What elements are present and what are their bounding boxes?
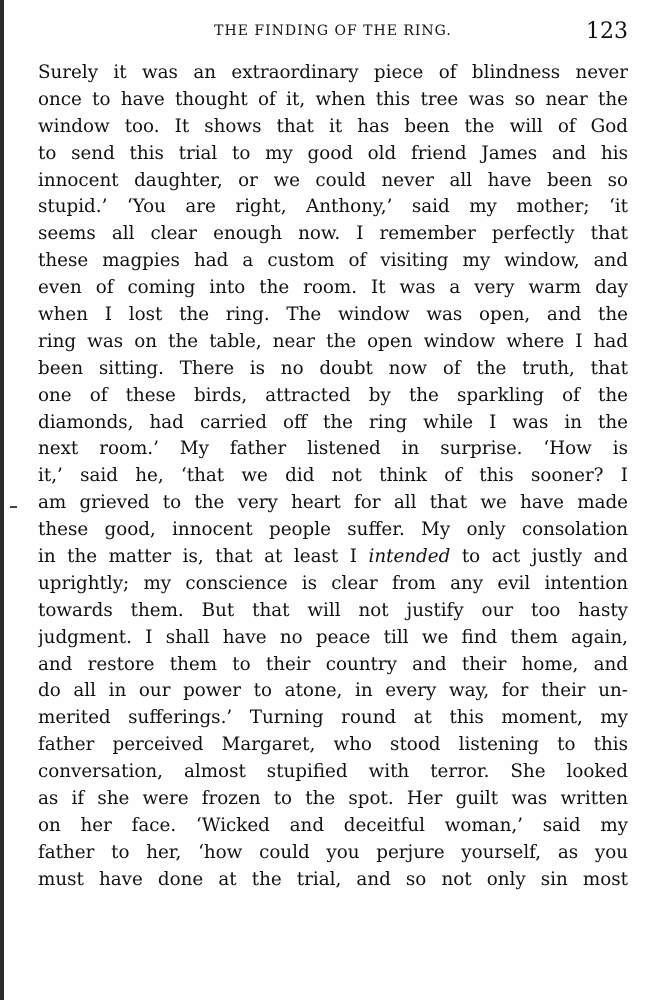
text-segment: when I lost the ring. The window was open, and the (38, 304, 628, 326)
text-segment: Surely it was an extraordinary piece of blindness never (38, 62, 628, 83)
text-line (38, 221, 628, 248)
text-line (38, 302, 628, 329)
text-line (38, 652, 628, 679)
text-segment: do all in our power to atone, in every way, for their un- (38, 680, 628, 702)
text-segment: must have done at the trial, and so not only sin most (38, 868, 628, 890)
page-header (38, 19, 628, 47)
text-line (38, 275, 628, 302)
text-line (38, 490, 628, 517)
text-segment: stupid.’ ‘You are right, Anthony,’ said my mother; ‘it (38, 196, 628, 218)
text-line (38, 571, 628, 598)
text-segment: next room.’ My father listened in surprise. ‘How is (38, 438, 628, 460)
text-segment: father to her, ‘how could you perjure yourself, as you (38, 841, 628, 863)
text-segment: conversation, almost stupified with terror. She looked (38, 761, 628, 783)
text-line (38, 463, 628, 490)
text-segment: on her face. ‘Wicked and deceitful woman,’ said my (38, 814, 628, 836)
text-segment: diamonds, had carried off the ring while I was in the (38, 411, 628, 433)
text-line (38, 356, 628, 383)
margin-mark (10, 506, 17, 508)
text-line (38, 705, 628, 732)
text-segment: uprightly; my conscience is clear from any evil intention (38, 572, 628, 594)
text-line (38, 410, 628, 437)
text-segment: and restore them to their country and their home, and (38, 653, 628, 675)
page-edge-shadow (0, 0, 4, 1000)
text-line (38, 329, 628, 356)
text-line (38, 60, 628, 87)
text-line (38, 625, 628, 652)
text-segment: to act justly and (450, 546, 628, 568)
text-segment: one of these birds, attracted by the sparkling of the (38, 384, 628, 406)
text-segment: even of coming into the room. It was a very warm day (38, 277, 628, 299)
text-segment: innocent daughter, or we could never all have been so (38, 169, 628, 191)
text-segment: it,’ said he, ‘that we did not think of this sooner? I (38, 465, 628, 487)
text-segment: ring was on the table, near the open window where I had (38, 330, 628, 352)
text-segment: these magpies had a custom of visiting my window, and (38, 250, 628, 272)
text-segment: as if she were frozen to the spot. Her guilt was written (38, 788, 628, 810)
text-segment: father perceived Margaret, who stood listening to this (38, 734, 628, 756)
text-segment: once to have thought of it, when this tree was so near the (38, 88, 628, 110)
text-segment: am grieved to the very heart for all that we have made (38, 492, 628, 514)
text-line (38, 678, 628, 705)
body-text (38, 60, 628, 894)
text-line (38, 544, 628, 571)
text-segment: judgment. I shall have no peace till we find them again, (38, 626, 628, 648)
text-segment: seems all clear enough now. I remember perfectly that (38, 223, 628, 245)
running-title: THE FINDING OF THE RING. (214, 23, 452, 39)
text-segment: window too. It shows that it has been the will of God (38, 115, 628, 137)
text-segment: been sitting. There is no doubt now of the truth, that (38, 357, 628, 379)
text-segment: intended (368, 546, 451, 568)
text-line (38, 87, 628, 114)
text-line (38, 383, 628, 410)
text-line (38, 248, 628, 275)
text-line (38, 598, 628, 625)
text-line (38, 813, 628, 840)
text-line (38, 436, 628, 463)
text-line (38, 732, 628, 759)
text-segment: these good, innocent people suffer. My only consolation (38, 519, 628, 541)
text-line (38, 194, 628, 221)
text-segment: merited sufferings.’ Turning round at this moment, my (38, 707, 628, 729)
text-line (38, 114, 628, 141)
text-line (38, 867, 628, 894)
text-line (38, 759, 628, 786)
text-segment: in the matter is, that at least I (38, 546, 369, 568)
text-line (38, 168, 628, 195)
text-segment: towards them. But that will not justify our too hasty (38, 599, 628, 621)
text-line (38, 141, 628, 168)
text-segment: to send this trial to my good old friend James and his (38, 142, 628, 164)
text-line (38, 517, 628, 544)
text-line (38, 786, 628, 813)
page-number: 123 (586, 19, 628, 44)
text-line (38, 840, 628, 867)
